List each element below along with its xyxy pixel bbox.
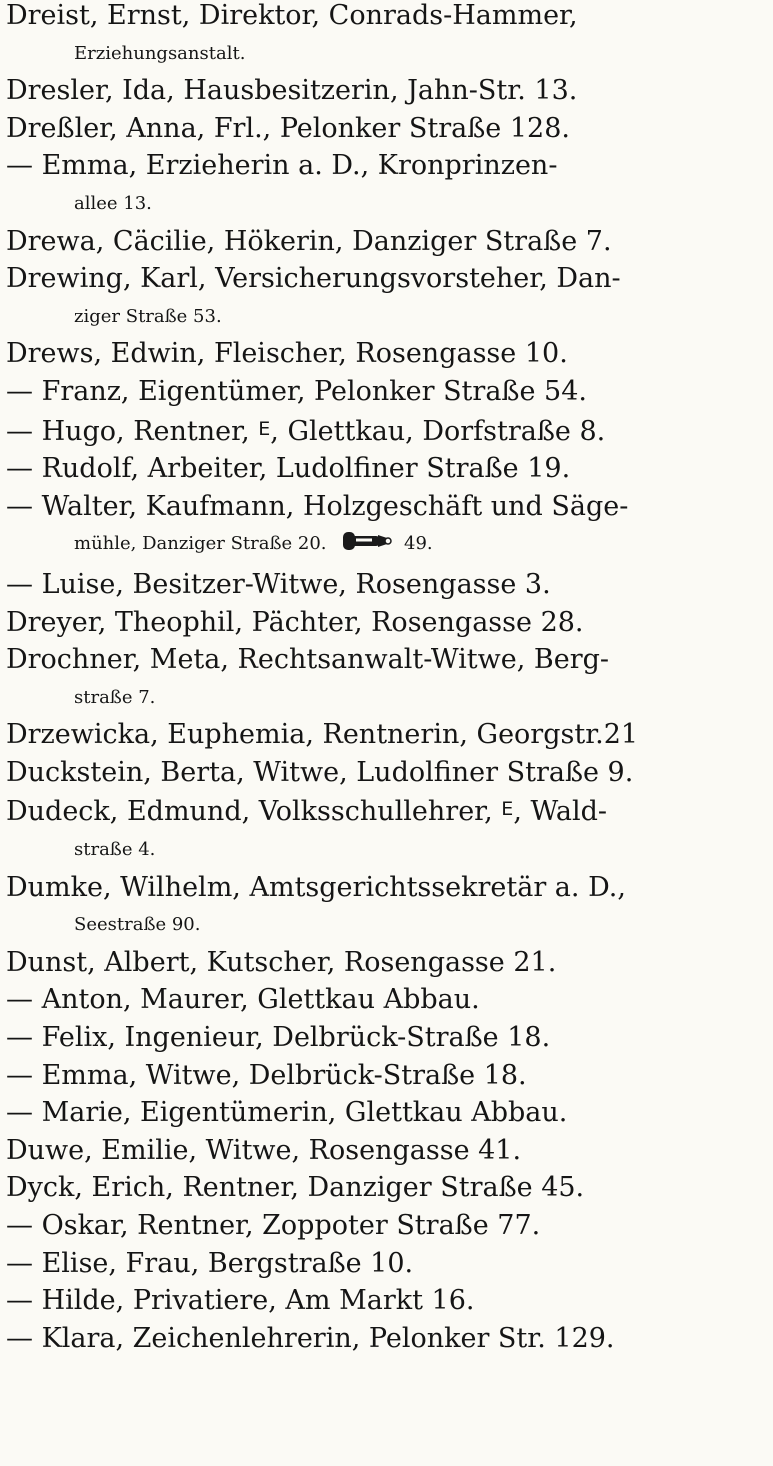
entry-text-line <box>6 411 765 451</box>
list-item <box>6 1245 765 1283</box>
list-item <box>6 1282 765 1320</box>
entry-text: Duckstein, Berta, Witwe, Ludolfiner Straße 9. <box>6 756 634 788</box>
entry-text: — Felix, Ingenieur, Delbrück-Straße 18. <box>6 1022 551 1054</box>
list-item <box>6 791 765 868</box>
entry-text-line <box>6 791 765 831</box>
list-item <box>6 869 765 944</box>
list-item <box>6 641 765 716</box>
list-item <box>6 1094 765 1132</box>
list-item <box>6 754 765 792</box>
list-item <box>6 944 765 982</box>
list-item <box>6 147 765 222</box>
entry-text: Dreßler, Anna, Frl., Pelonker Straße 128. <box>6 112 570 144</box>
entry-text: — Klara, Zeichenlehrerin, Pelonker Str. 129. <box>6 1322 615 1354</box>
entry-text: Drzewicka, Euphemia, Rentnerin, Georgstr.21 <box>6 719 639 751</box>
list-item <box>6 716 765 754</box>
e-mark: E <box>501 798 514 821</box>
list-item <box>6 1132 765 1170</box>
entry-text: — Marie, Eigentümerin, Glettkau Abbau. <box>6 1097 568 1129</box>
entry-text: Duwe, Emilie, Witwe, Rosengasse 41. <box>6 1134 522 1166</box>
entry-continuation: straße 4. <box>74 839 156 861</box>
list-item <box>6 981 765 1019</box>
entry-text: Dunst, Albert, Kutscher, Rosengasse 21. <box>6 946 557 978</box>
entry-text: — Hugo, Rentner, <box>6 415 250 447</box>
entry-text: — Franz, Eigentümer, Pelonker Straße 54. <box>6 375 587 407</box>
list-item <box>6 1207 765 1245</box>
list-item <box>6 260 765 335</box>
list-item <box>6 604 765 642</box>
entry-text: — Rudolf, Arbeiter, Ludolfiner Straße 19. <box>6 453 571 485</box>
entry-text-rest: , Wald- <box>513 796 608 828</box>
list-item <box>6 1019 765 1057</box>
entry-text: — Emma, Erzieherin a. D., Kronprinzen- <box>6 150 558 182</box>
entry-text: Dreyer, Theophil, Pächter, Rosengasse 28. <box>6 606 584 638</box>
list-item <box>6 411 765 451</box>
entry-text-rest: , Glettkau, Dorfstraße 8. <box>270 415 606 447</box>
entry-continuation: mühle, Danziger Straße 20. <box>74 533 327 555</box>
entry-text: — Emma, Witwe, Delbrück-Straße 18. <box>6 1059 527 1091</box>
list-item <box>6 373 765 411</box>
entry-continuation: straße 7. <box>74 686 156 708</box>
list-item <box>6 1057 765 1095</box>
entry-text: Dudeck, Edmund, Volksschullehrer, <box>6 796 493 828</box>
list-item <box>6 72 765 110</box>
entry-text: — Hilde, Privatiere, Am Markt 16. <box>6 1285 475 1317</box>
e-mark: E <box>258 417 271 440</box>
entry-text: — Elise, Frau, Bergstraße 10. <box>6 1247 414 1279</box>
list-item <box>6 1320 765 1358</box>
entry-text: Dresler, Ida, Hausbesitzerin, Jahn-Str. 13. <box>6 75 578 107</box>
list-item <box>6 223 765 261</box>
entry-text: Drewing, Karl, Versicherungsvorsteher, Dan- <box>6 263 621 295</box>
list-item <box>6 1169 765 1207</box>
entry-text: Drochner, Meta, Rechtsanwalt-Witwe, Berg- <box>6 644 610 676</box>
list-item <box>6 335 765 373</box>
list-item <box>6 566 765 604</box>
telephone-number: 49. <box>404 533 433 555</box>
entry-text: — Walter, Kaufmann, Holzgeschäft und Säge- <box>6 490 629 522</box>
list-item <box>6 110 765 148</box>
entry-continuation: ziger Straße 53. <box>74 305 222 327</box>
entry-continuation-line <box>6 525 765 566</box>
list-item <box>6 488 765 566</box>
entry-continuation: Erziehungsanstalt. <box>74 42 246 64</box>
entry-text: Dumke, Wilhelm, Amtsgerichtssekretär a. D., <box>6 871 626 903</box>
entry-text: Dreist, Ernst, Direktor, Conrads-Hammer, <box>6 0 578 31</box>
entry-text: Dyck, Erich, Rentner, Danziger Straße 45. <box>6 1172 585 1204</box>
telephone-icon <box>342 528 394 566</box>
entry-continuation: allee 13. <box>74 192 152 214</box>
entry-text: Drews, Edwin, Fleischer, Rosengasse 10. <box>6 338 568 370</box>
entry-text: — Oskar, Rentner, Zoppoter Straße 77. <box>6 1210 541 1241</box>
entry-text: — Anton, Maurer, Glettkau Abbau. <box>6 984 480 1016</box>
list-item <box>6 0 765 72</box>
entry-text: Drewa, Cäcilie, Hökerin, Danziger Straße 7. <box>6 225 612 257</box>
list-item <box>6 450 765 488</box>
entry-continuation: Seestraße 90. <box>74 914 201 936</box>
entry-text: — Luise, Besitzer-Witwe, Rosengasse 3. <box>6 568 551 600</box>
